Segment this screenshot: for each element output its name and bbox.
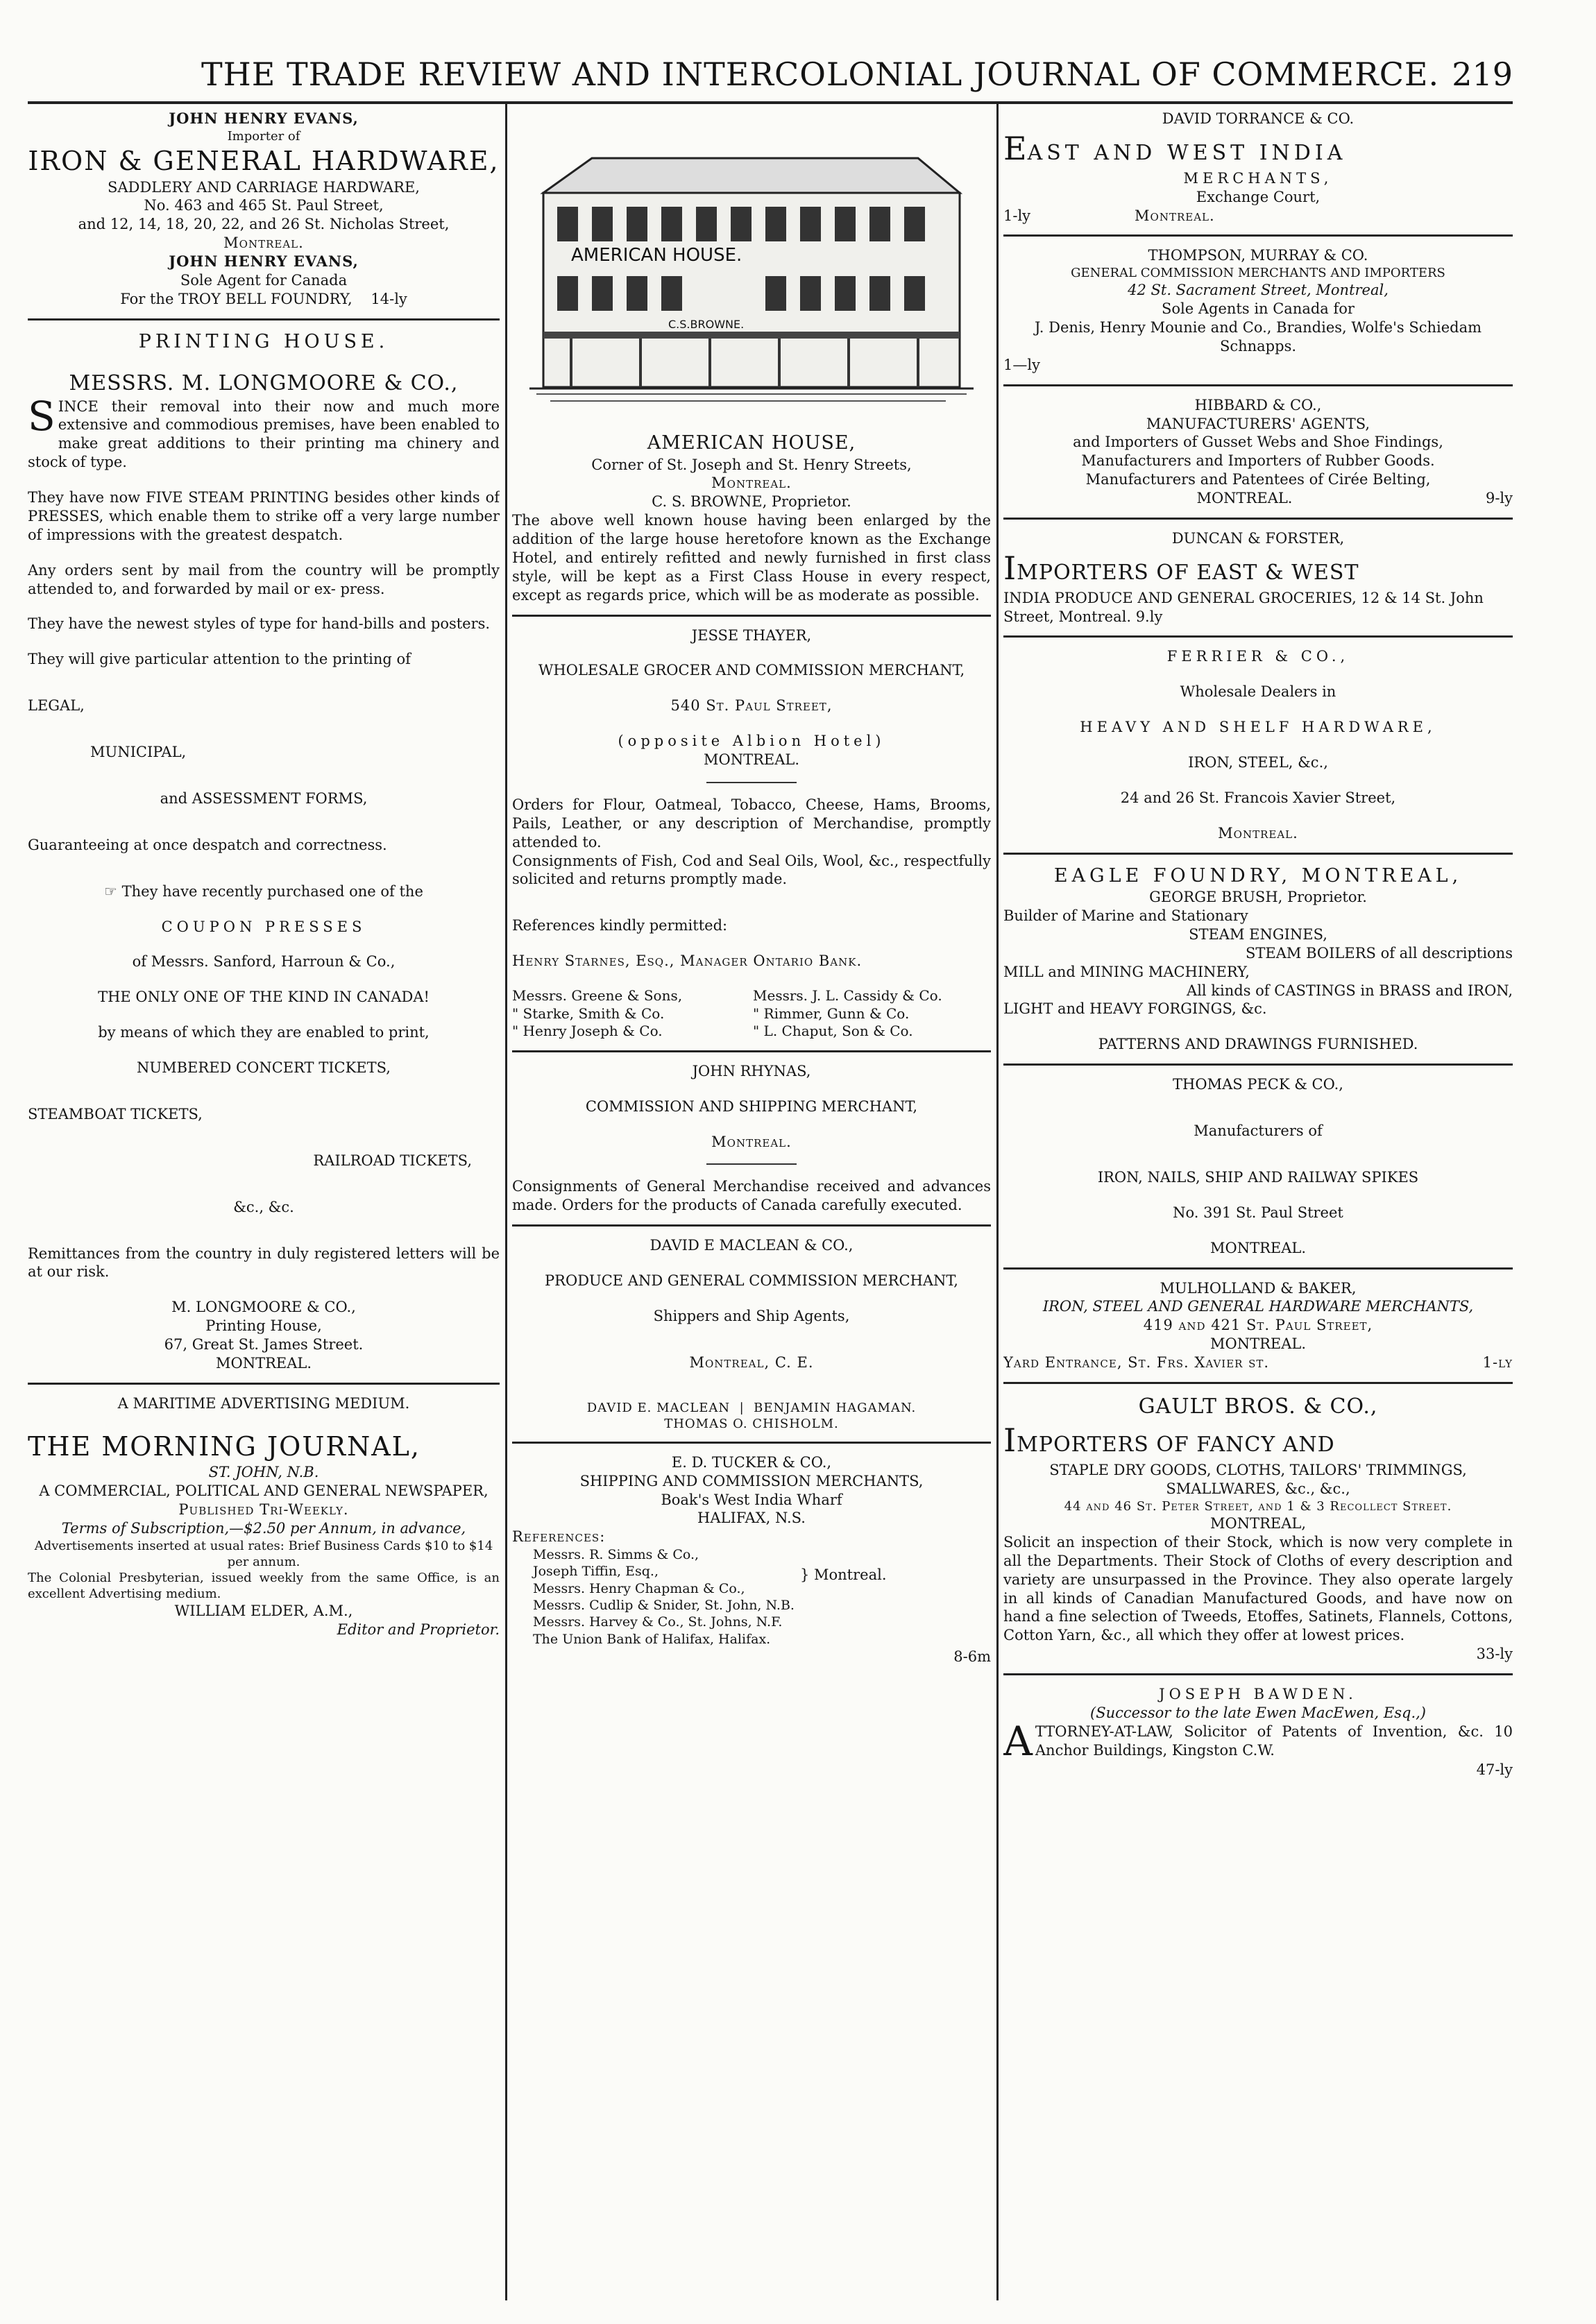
city-line: [1003, 207, 1513, 225]
header-rule: [28, 101, 1513, 104]
paragraph: Consignments of Fish, Cod and Seal Oils, Wool, &c., respectfully solicited and returns promptly made.: [512, 852, 991, 888]
reference: Joseph Tiffin, Esq.,: [533, 1564, 659, 1580]
etcetera: &c., &c.: [233, 1198, 294, 1215]
ticket-type: RAILROAD TICKETS,: [313, 1152, 472, 1169]
advertiser-subline: MERCHANTS,: [1183, 169, 1333, 187]
location-note: (opposite Albion Hotel): [618, 733, 885, 750]
advertiser-subline: SADDLERY AND CARRIAGE HARDWARE,: [107, 178, 420, 196]
paragraph: Consignments of General Merchandise received and advances made. Orders for the products of Canada carefully executed.: [512, 1178, 991, 1214]
items: IRON, NAILS, SHIP AND RAILWAY SPIKES: [1097, 1168, 1419, 1186]
editor-role: Editor and Proprietor.: [337, 1621, 500, 1638]
column-3: [1003, 110, 1513, 2295]
bawden-ad: [1003, 1685, 1513, 1779]
manufacturer-line: Manufacturers of: [1194, 1122, 1323, 1140]
morning-journal-ad: [28, 1394, 500, 1639]
tucker-ad: [512, 1453, 991, 1666]
agents-line: Sole Agents in Canada for: [1162, 300, 1355, 318]
successor-note: (Successor to the late Ewen MacEwen, Esq.,): [1090, 1704, 1426, 1721]
address-line: and 12, 14, 18, 20, 22, and 26 St. Nicholas Street,: [78, 216, 450, 233]
insertion-code: 33-ly: [1476, 1646, 1513, 1663]
reference: " L. Chaput, Son & Co.: [753, 1023, 913, 1040]
guarantee-line: Guaranteeing at once despatch and correctness.: [28, 836, 387, 853]
city: MONTREAL.: [1209, 1335, 1307, 1353]
section-rule: [1003, 234, 1513, 237]
address: 42 St. Sacrament Street, Montreal,: [1128, 282, 1389, 299]
trade-line: Manufacturers and Importers of Rubber Goods.: [1081, 452, 1435, 470]
advertiser-name: MULHOLLAND & BAKER,: [1160, 1279, 1357, 1297]
ticket-type: NUMBERED CONCERT TICKETS,: [137, 1059, 391, 1077]
partner: THOMAS O. CHISHOLM.: [664, 1416, 839, 1431]
reference: Messrs. Greene & Sons,: [512, 987, 683, 1005]
paragraph: They have the newest styles of type for hand-bills and posters.: [28, 615, 491, 633]
signature-line: MONTREAL.: [215, 1354, 312, 1372]
section-rule: [1003, 384, 1513, 386]
city: Montreal.: [711, 1133, 792, 1150]
trade: SHIPPING AND COMMISSION MERCHANTS,: [579, 1472, 924, 1489]
advertiser-headline: [1003, 1420, 1513, 1461]
ad-rates: Advertisements inserted at usual rates: Brief Business Cards $10 to $14 per annum.: [34, 1538, 493, 1569]
reference: Messrs. R. Simms & Co.,: [533, 1547, 699, 1563]
partners: DAVID E. MACLEAN | BENJAMIN HAGAMAN.: [586, 1400, 917, 1415]
headline-text: AST AND WEST INDIA: [1027, 140, 1347, 165]
trade: MANUFACTURERS' AGENTS,: [1146, 415, 1370, 432]
rhynas-ad: [512, 1062, 991, 1215]
city: Montreal.: [223, 234, 304, 252]
emphasis-line: THE ONLY ONE OF THE KIND IN CANADA!: [98, 989, 430, 1006]
reference: Messrs. Harvey & Co., St. Johns, N.F.: [533, 1614, 783, 1630]
wharf: Boak's West India Wharf: [661, 1491, 842, 1508]
trade: IRON, STEEL AND GENERAL HARDWARE MERCHANTS,: [1042, 1298, 1474, 1315]
thompson-ad: [1003, 246, 1513, 374]
hotel-address: Corner of St. Joseph and St. Henry Streets,: [591, 456, 912, 473]
reference: " Starke, Smith & Co.: [512, 1005, 665, 1022]
pointing-hand-icon: ☞: [104, 882, 117, 900]
trade: PRODUCE AND GENERAL COMMISSION MERCHANT,: [545, 1272, 958, 1290]
address: 540 St. Paul Street,: [670, 697, 833, 715]
paragraph-text: TTORNEY-AT-LAW, Solicitor of Patents of Invention, &c. 10 Anchor Buildings, Kingston C.W.: [1035, 1723, 1513, 1759]
insertion-code: 47-ly: [1476, 1761, 1513, 1778]
insertion-code: 1-ly: [1482, 1354, 1513, 1372]
drop-cap: T: [28, 1430, 47, 1462]
hotel-engraving: [529, 110, 974, 415]
subscription-terms: Terms of Subscription,—$2.50 per Annum, in advance,: [61, 1519, 466, 1537]
city: MONTREAL.: [1196, 490, 1293, 507]
ferrier-ad: [1003, 647, 1513, 842]
proprietor: GEORGE BRUSH, Proprietor.: [1149, 889, 1367, 906]
trade: COMMISSION AND SHIPPING MERCHANT,: [585, 1097, 918, 1115]
page-header: [28, 50, 1513, 99]
signature-line: M. LONGMOORE & CO.,: [171, 1299, 356, 1316]
partner: BENJAMIN HAGAMAN.: [754, 1400, 917, 1415]
paragraph: Orders for Flour, Oatmeal, Tobacco, Cheese, Hams, Brooms, Pails, Leather, or any description of Merchandise, promptly attended to.: [512, 796, 991, 851]
headline-text: MPORTERS OF FANCY AND: [1017, 1433, 1335, 1458]
references-left: [512, 987, 750, 1041]
trade-line: Builder of Marine and Stationary: [1003, 907, 1248, 925]
section-rule: [512, 1442, 991, 1444]
dealer-line: Wholesale Dealers in: [1180, 683, 1336, 701]
drop-cap: E: [1003, 129, 1028, 167]
gault-ad: [1003, 1394, 1513, 1664]
advertiser-headline: IRON & GENERAL HARDWARE,: [28, 145, 500, 176]
advertiser-headline: HEAVY AND SHELF HARDWARE,: [1080, 719, 1436, 736]
form-type: and ASSESSMENT FORMS,: [160, 789, 368, 807]
maclean-ad: [512, 1236, 991, 1432]
description: A COMMERCIAL, POLITICAL AND GENERAL NEWSPAPER,: [39, 1483, 489, 1500]
foundry-line: [28, 290, 500, 309]
drop-cap: S: [28, 392, 56, 440]
references-grid: [512, 987, 991, 1041]
insertion-code: 9-ly: [1485, 490, 1513, 507]
hibbard-ad: [1003, 396, 1513, 508]
signature-line: Printing House,: [205, 1317, 322, 1335]
reference: Henry Starnes, Esq., Manager Ontario Bank.: [512, 952, 863, 970]
advertiser-name: E. D. TUCKER & CO.,: [671, 1453, 832, 1471]
longmoore-ad: [28, 330, 500, 1373]
advertiser-name: FERRIER & CO.,: [1166, 648, 1350, 665]
reference: " Rimmer, Gunn & Co.: [753, 1005, 910, 1022]
section-rule: [1003, 1063, 1513, 1066]
insertion-code: 9.ly: [1135, 608, 1163, 625]
reference: Messrs. Cudlip & Snider, St. John, N.B.: [533, 1598, 795, 1614]
section-rule: [1003, 853, 1513, 855]
hotel-name: AMERICAN HOUSE,: [647, 432, 856, 454]
advertiser-name: EAGLE FOUNDRY, MONTREAL,: [1053, 864, 1463, 887]
newspaper-title: [28, 1430, 500, 1464]
advertiser-name: DAVID E MACLEAN & CO.,: [650, 1237, 854, 1254]
reference: " Henry Joseph & Co.: [512, 1023, 663, 1040]
advertiser-name: DUNCAN & FORSTER,: [1171, 529, 1345, 547]
advertiser-name: JESSE THAYER,: [691, 626, 812, 644]
paragraph: Any orders sent by mail from the country will be promptly attended to, and forwarded by mail or ex- press.: [28, 561, 500, 597]
address-line: No. 463 and 465 St. Paul Street,: [144, 197, 384, 214]
paragraph: The above well known house having been enlarged by the addition of the large house heretofore known as the Exchange Hotel, and entirely refitted and newly furnished in first class style, will be kept as a First Class House in every respect, except as regards price, which will be as moderate as possible.: [512, 512, 991, 604]
trade-line: MILL and MINING MACHINERY,: [1003, 963, 1250, 980]
duncan-ad: [1003, 529, 1513, 626]
section-rule: [512, 1224, 991, 1227]
ticket-type: STEAMBOAT TICKETS,: [28, 1105, 203, 1122]
signature-line: 67, Great St. James Street.: [164, 1336, 364, 1353]
paragraph: by means of which they are enabled to print,: [98, 1024, 430, 1041]
proprietor: C. S. BROWNE, Proprietor.: [652, 493, 851, 511]
section-heading: PRINTING HOUSE.: [138, 330, 389, 352]
references-label: References kindly permitted:: [512, 917, 728, 934]
american-house-ad: [512, 110, 991, 605]
title-text: HE MORNING JOURNAL,: [46, 1430, 421, 1462]
tagline: A MARITIME ADVERTISING MEDIUM.: [117, 1394, 410, 1412]
paragraph-text: INCE their removal into their now and much more extensive and commodious premises, have been enabled to make great additions to their printing ma chinery and stock of type.: [28, 398, 500, 471]
paragraph: [28, 392, 500, 472]
references-list: [512, 1546, 795, 1648]
reference: The Union Bank of Halifax, Halifax.: [533, 1631, 771, 1647]
section-rule: [28, 1383, 500, 1385]
agents-line: Shippers and Ship Agents,: [653, 1307, 850, 1324]
short-rule: [706, 1163, 797, 1165]
paragraph: The Colonial Presbyterian, issued weekly from the same Office, is an excellent Advertising medium.: [28, 1570, 500, 1601]
thayer-ad: [512, 626, 991, 1041]
references-right: [753, 987, 991, 1041]
trade-line: and Importers of Gusset Webs and Shoe Findings,: [1073, 434, 1443, 451]
agent-line: Sole Agent for Canada: [180, 271, 348, 289]
paragraph-text: They have recently purchased one of the: [121, 882, 423, 900]
items: IRON, STEEL, &c.,: [1188, 754, 1328, 771]
journal-title: THE TRADE REVIEW AND INTERCOLONIAL JOURNAL OF COMMERCE.: [201, 55, 1440, 93]
city: MONTREAL,: [1209, 1515, 1307, 1532]
insertion-code: 8-6m: [953, 1648, 991, 1666]
yard-line: [1003, 1353, 1513, 1372]
address: No. 391 St. Paul Street: [1173, 1204, 1343, 1221]
column-divider-2: [996, 101, 999, 2300]
advertiser-name: JOHN RHYNAS,: [692, 1062, 811, 1079]
evans-ad: [28, 110, 500, 309]
section-rule: [1003, 1267, 1513, 1270]
sign-text-2: C.S.BROWNE.: [668, 318, 745, 331]
sign-text: AMERICAN HOUSE.: [571, 245, 742, 266]
paragraph: Remittances from the country in duly registered letters will be at our risk.: [28, 1245, 500, 1281]
trade-line: Manufacturers and Patentees of Cirée Belting,: [1085, 471, 1431, 488]
section-rule: [28, 318, 500, 321]
yard-text: Yard Entrance, St. Frs. Xavier st.: [1003, 1354, 1270, 1372]
advertiser-subline: [1003, 589, 1513, 626]
paragraph: [28, 882, 500, 901]
city: Montreal.: [711, 475, 792, 492]
trade: GENERAL COMMISSION MERCHANTS AND IMPORTERS: [1071, 266, 1445, 281]
advertiser-name: THOMAS PECK & CO.,: [1173, 1076, 1343, 1093]
insertion-code: 1—ly: [1003, 356, 1040, 373]
foundry-text: For the TROY BELL FOUNDRY,: [120, 290, 353, 307]
reference: Messrs. J. L. Cassidy & Co.: [753, 987, 942, 1005]
insertion-code: 14-ly: [371, 290, 407, 307]
firm-name: MESSRS. M. LONGMOORE & CO.,: [69, 371, 459, 396]
advertiser-name: THOMPSON, MURRAY & CO.: [1148, 247, 1368, 264]
advertiser-name: JOHN HENRY EVANS,: [169, 253, 359, 271]
section-rule: [1003, 518, 1513, 520]
drop-cap: I: [1003, 1421, 1017, 1460]
column-1: [28, 110, 500, 2295]
publication-frequency: Published Tri-Weekly.: [178, 1501, 349, 1519]
section-rule: [512, 1050, 991, 1052]
city: MONTREAL.: [1209, 1239, 1307, 1256]
trade-line: LIGHT and HEAVY FORGINGS, &c.: [1003, 1000, 1267, 1018]
references-block: [512, 1546, 991, 1648]
form-type: MUNICIPAL,: [90, 744, 187, 761]
references-label: References:: [512, 1528, 606, 1546]
eagle-foundry-ad: [1003, 864, 1513, 1054]
advertiser-name: JOHN HENRY EVANS,: [169, 110, 359, 127]
reference: Messrs. Henry Chapman & Co.,: [533, 1580, 745, 1596]
paragraph: [1003, 1717, 1513, 1765]
section-rule: [1003, 1673, 1513, 1675]
address: 44 and 46 St. Peter Street, and 1 & 3 Recollect Street.: [1064, 1498, 1452, 1514]
place: ST. JOHN, N.B.: [208, 1464, 319, 1481]
page-number: 219: [1452, 55, 1513, 93]
column-divider-1: [505, 101, 507, 2300]
trade-line: PATTERNS AND DRAWINGS FURNISHED.: [1098, 1036, 1418, 1053]
advertiser-name: HIBBARD & CO.,: [1194, 396, 1322, 413]
headline-text: MPORTERS OF EAST & WEST: [1017, 560, 1359, 585]
advertiser-subline: STAPLE DRY GOODS, CLOTHS, TAILORS' TRIMMINGS, SMALLWARES, &c., &c.,: [1049, 1462, 1467, 1498]
torrance-ad: [1003, 110, 1513, 225]
section-rule: [1003, 1382, 1513, 1384]
paragraph: Solicit an inspection of their Stock, which is now very complete in all the Departments. Their Stock of Cloths of every description and variety are unsurpassed in the Province. They also operate largely in all kinds of Canadian Manufactured Goods, and have now on hand a fine selection of Tweeds, Etoffes, Satinets, Flannels, Cottons, Cotton Yarn, &c., all which they offer at lowest prices.: [1003, 1533, 1513, 1644]
trade-line: STEAM BOILERS of all descriptions: [1246, 944, 1513, 962]
paragraph: They will give particular attention to the printing of: [28, 651, 411, 668]
address: Exchange Court,: [1196, 188, 1321, 205]
address: 24 and 26 St. Francois Xavier Street,: [1120, 789, 1396, 806]
advertiser-name: DAVID TORRANCE & CO.: [1162, 110, 1355, 127]
trade-line: All kinds of CASTINGS in BRASS and IRON,: [1187, 982, 1513, 999]
drop-cap: I: [1003, 549, 1017, 587]
advertiser-headline: [1003, 128, 1513, 169]
peck-ad: [1003, 1075, 1513, 1257]
city: HALIFAX, N.S.: [697, 1510, 806, 1527]
section-rule: [1003, 635, 1513, 638]
city-line: [1003, 489, 1513, 508]
subline-text: INDIA PRODUCE AND GENERAL GROCERIES, 12 & 14 St. John Street, Montreal.: [1003, 589, 1484, 625]
paragraph: of Messrs. Sanford, Harroun & Co.,: [132, 953, 396, 971]
product-name: COUPON PRESSES: [161, 918, 366, 935]
montreal-bracket: } Montreal.: [799, 1566, 887, 1584]
editor-name: WILLIAM ELDER, A.M.,: [174, 1602, 353, 1619]
city: Montreal.: [1135, 207, 1215, 224]
column-2: [512, 110, 991, 2295]
short-rule: [706, 782, 797, 783]
advertiser-name: GAULT BROS. & CO.,: [1138, 1394, 1378, 1419]
advertiser-headline: [1003, 548, 1513, 589]
insertion-code: 1-ly: [1003, 207, 1031, 224]
advertiser-role: Importer of: [227, 128, 300, 144]
advertiser-name: JOSEPH BAWDEN.: [1159, 1686, 1357, 1702]
form-type: LEGAL,: [28, 697, 85, 715]
trade: WHOLESALE GROCER AND COMMISSION MERCHANT,: [538, 662, 965, 679]
drop-cap: A: [1003, 1717, 1033, 1765]
paragraph: They have now FIVE STEAM PRINTING besides other kinds of PRESSES, which enable them to strike off a very large number of impressions with the greatest despatch.: [28, 489, 500, 543]
address: 419 and 421 St. Paul Street,: [1143, 1317, 1373, 1334]
partner: DAVID E. MACLEAN: [586, 1400, 731, 1415]
mulholland-ad: [1003, 1279, 1513, 1372]
agency-list: J. Denis, Henry Mounie and Co., Brandies, Wolfe's Schiedam Schnapps.: [1034, 319, 1482, 354]
trade-line: STEAM ENGINES,: [1189, 925, 1327, 943]
city: Montreal.: [1218, 824, 1298, 841]
city: MONTREAL.: [703, 751, 800, 769]
section-rule: [512, 615, 991, 617]
city: Montreal, C. E.: [689, 1353, 814, 1371]
